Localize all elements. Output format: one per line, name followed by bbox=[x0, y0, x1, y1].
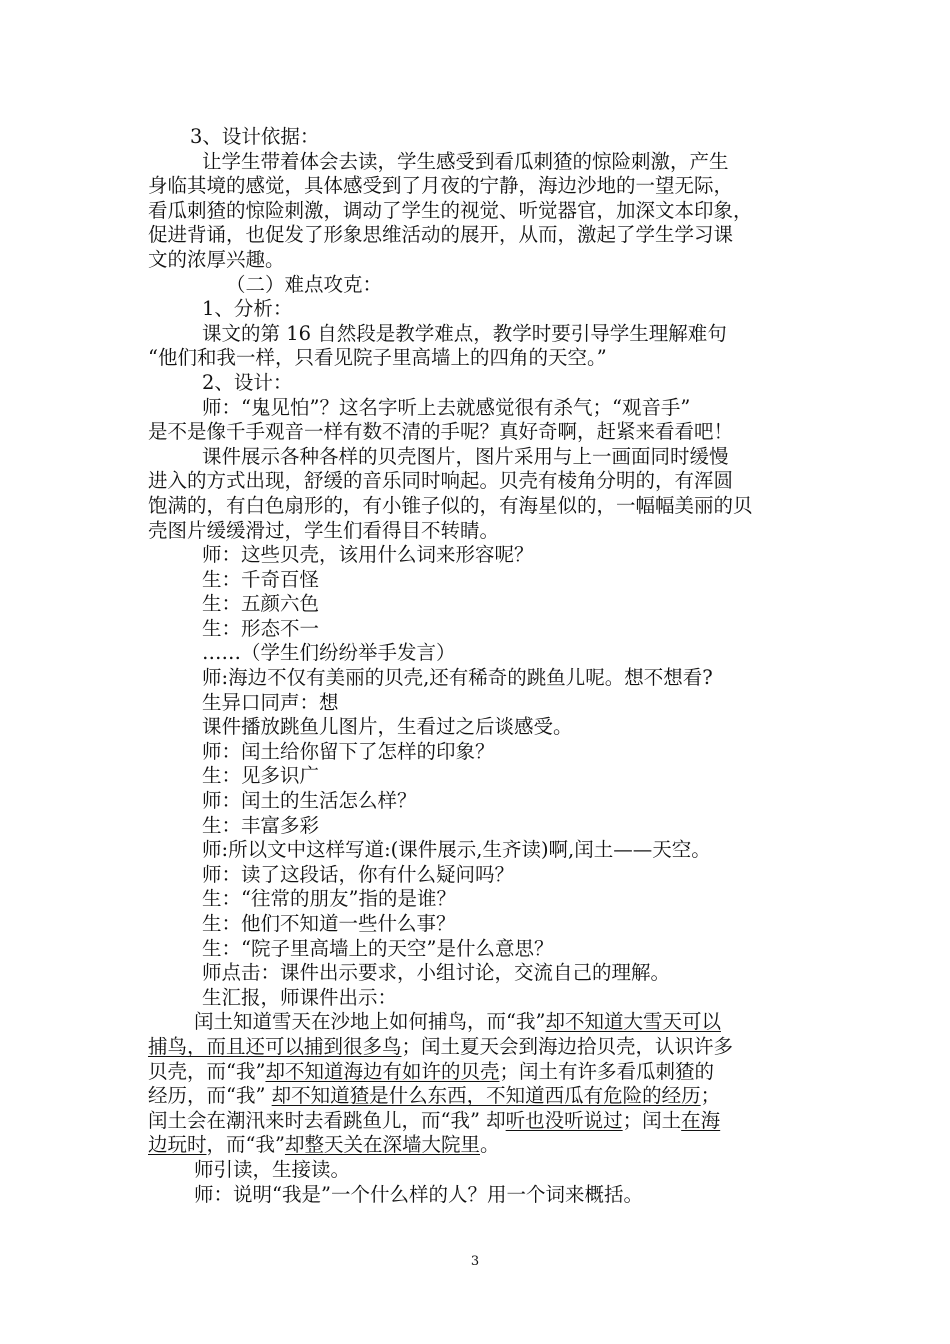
comparison-line bbox=[148, 1109, 810, 1134]
underlined-text: 却整天关在深墙大院里 bbox=[284, 1133, 480, 1157]
page-body bbox=[148, 125, 810, 1207]
comparison-text: 。 bbox=[479, 1133, 500, 1157]
comparison-text: ；闰土有许多看瓜刺猹的 bbox=[499, 1059, 714, 1083]
closing-line: 师：说明“我是”一个什么样的人？用一个词来概括。 bbox=[194, 1182, 643, 1206]
paragraph-line: 文的浓厚兴趣。 bbox=[148, 247, 285, 271]
dialogue-line: 师：读了这段话，你有什么疑问吗？ bbox=[202, 862, 515, 886]
difficulty-heading: （二）难点攻克： bbox=[226, 272, 383, 296]
paragraph-line: 饱满的，有白色扇形的，有小锥子似的，有海星似的，一幅幅美丽的贝 bbox=[148, 493, 753, 517]
underlined-text: 在海 bbox=[681, 1108, 721, 1132]
dialogue-line: 生：丰富多彩 bbox=[202, 813, 320, 837]
dialogue-line: 生：“往常的朋友”指的是谁？ bbox=[202, 887, 456, 911]
dialogue-line: 师:所以文中这样写道:(课件展示,生齐读)啊,闰土——天空。 bbox=[202, 838, 711, 862]
dialogue-line: 生汇报，师课件出示： bbox=[202, 985, 398, 1009]
dialogue-line: 生：他们不知道一些什么事？ bbox=[202, 912, 456, 935]
paragraph-line: 看瓜刺猹的惊险刺激，调动了学生的视觉、听觉器官，加深文本印象， bbox=[148, 198, 753, 222]
design-heading: 2、设计： bbox=[202, 370, 293, 394]
paragraph-line: “他们和我一样，只看见院子里高墙上的四角的天空。” bbox=[148, 346, 607, 370]
comparison-text: ；闰土夏天会到海边拾贝壳，认识许多 bbox=[401, 1034, 734, 1058]
paragraph-line: 课件展示各种各样的贝壳图片，图片采用与上一画面同时缓慢 bbox=[202, 444, 729, 468]
dialogue-line: 生：千奇百怪 bbox=[202, 567, 320, 591]
underlined-text: 听也没听说过 bbox=[505, 1108, 623, 1132]
underlined-text: 却不知道海边有如许的贝壳 bbox=[265, 1059, 500, 1083]
dialogue-line: 师：这些贝壳，该用什么词来形容呢？ bbox=[202, 543, 534, 567]
underlined-text: 却不知道大雪天可以 bbox=[545, 1010, 721, 1034]
dialogue-line: 生：“院子里高墙上的天空”是什么意思？ bbox=[202, 936, 554, 960]
comparison-line bbox=[148, 1010, 810, 1035]
comparison-line bbox=[148, 1084, 810, 1109]
paragraph-line: 壳图片缓缓滑过，学生们看得目不转睛。 bbox=[148, 518, 500, 542]
comparison-line bbox=[148, 1035, 810, 1060]
analysis-heading: 1、分析： bbox=[202, 297, 293, 321]
dialogue-line: 生：五颜六色 bbox=[202, 592, 320, 616]
comparison-text: 经历，而“我” bbox=[148, 1084, 272, 1108]
comparison-text: 闰土知道雪天在沙地上如何捕鸟，而“我” bbox=[194, 1010, 546, 1034]
underlined-text: 边玩时 bbox=[148, 1133, 207, 1157]
dialogue-line: 师:海边不仅有美丽的贝壳,还有稀奇的跳鱼儿呢。想不想看? bbox=[202, 666, 713, 690]
dialogue-line: 师点击：课件出示要求，小组讨论，交流自己的理解。 bbox=[202, 961, 671, 985]
dialogue-line: 课件播放跳鱼儿图片，生看过之后谈感受。 bbox=[202, 715, 573, 739]
dialogue-line: 师：“鬼见怕”？这名字听上去就感觉很有杀气；“观音手” bbox=[202, 395, 691, 419]
comparison-text: 闰土会在潮汛来时去看跳鱼儿，而“我” 却 bbox=[148, 1108, 506, 1132]
paragraph-line: 进入的方式出现，舒缓的音乐同时响起。贝壳有棱角分明的，有浑圆 bbox=[148, 469, 734, 493]
comparison-text: ； bbox=[700, 1084, 721, 1108]
paragraph-line: 身临其境的感觉，具体感受到了月夜的宁静，海边沙地的一望无际， bbox=[148, 174, 734, 198]
paragraph-line: 让学生带着体会去读，学生感受到看瓜刺猹的惊险刺激，产生 bbox=[202, 149, 729, 173]
dialogue-line: 是不是像千手观音一样有数不清的手呢？真好奇啊，赶紧来看看吧！ bbox=[148, 420, 734, 444]
dialogue-line: 师：闰土给你留下了怎样的印象？ bbox=[202, 739, 495, 763]
dialogue-line: 生：形态不一 bbox=[202, 616, 320, 640]
dialogue-line: ……（学生们纷纷举手发言） bbox=[202, 641, 456, 665]
dialogue-line: 生：见多识广 bbox=[202, 764, 320, 788]
paragraph-line: 课文的第 16 自然段是教学难点，教学时要引导学生理解难句 bbox=[202, 321, 727, 345]
comparison-text: ，而“我” bbox=[206, 1133, 285, 1157]
page-number: 3 bbox=[470, 1254, 480, 1269]
comparison-text: ；闰土 bbox=[622, 1108, 682, 1132]
comparison-line bbox=[148, 1133, 810, 1158]
dialogue-line: 师：闰土的生活怎么样？ bbox=[202, 789, 417, 813]
basis-heading: 3、设计依据： bbox=[190, 125, 320, 148]
paragraph-line: 促进背诵，也促发了形象思维活动的展开，从而，激起了学生学习课 bbox=[148, 223, 734, 247]
comparison-text: 贝壳，而“我” bbox=[148, 1059, 266, 1083]
underlined-text: 却不知道猹是什么东西，不知道西瓜有危险的经历 bbox=[271, 1084, 701, 1108]
dialogue-line: 生异口同声：想 bbox=[202, 690, 339, 714]
closing-line: 师引读，生接读。 bbox=[194, 1157, 351, 1181]
underlined-text: 捕鸟，而且还可以捕到很多鸟 bbox=[148, 1034, 402, 1058]
comparison-line bbox=[148, 1060, 810, 1085]
